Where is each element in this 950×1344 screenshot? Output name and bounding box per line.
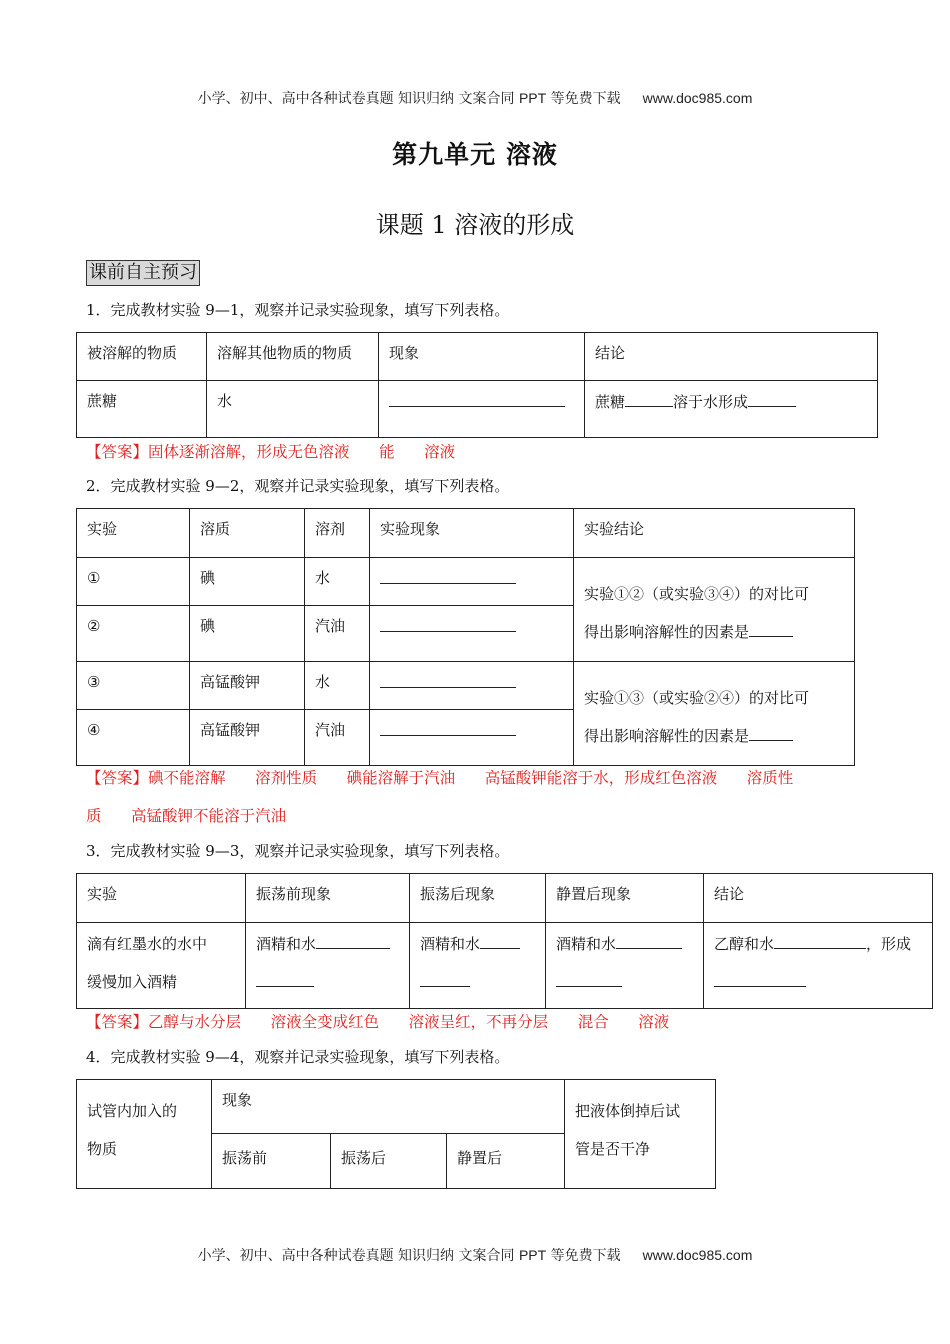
experiment-line: 缓慢加入酒精: [87, 973, 178, 991]
banner-text: 小学、初中、高中各种试卷真题 知识归纳 文案合同: [197, 1248, 519, 1264]
blank[interactable]: [256, 971, 314, 987]
clean-header-cell: [565, 1080, 716, 1189]
table-row: [77, 558, 855, 606]
table-row: [77, 381, 878, 438]
cell-text: 酒精和水: [420, 935, 481, 953]
table-header-row: [77, 509, 855, 558]
q4-table: [76, 1079, 716, 1189]
q3-prompt: 3．完成教材实验 9—3，观察并记录实验现象，填写下列表格。: [86, 842, 510, 860]
solvent-cell: 水: [207, 381, 379, 438]
exp-cell: ①: [77, 558, 190, 606]
phenomenon-header-cell: 现象: [212, 1080, 565, 1134]
blank[interactable]: [625, 391, 673, 407]
experiment-cell: [77, 923, 246, 1009]
before-cell: [246, 923, 410, 1009]
blank[interactable]: [616, 933, 682, 949]
blank[interactable]: [749, 621, 793, 637]
header-line: 试管内加入的: [87, 1102, 178, 1120]
solvent-cell: 汽油: [305, 710, 370, 766]
solvent-cell: 水: [305, 558, 370, 606]
conclusion-text: 蔗糖: [595, 393, 626, 411]
solute-cell: 高锰酸钾: [190, 662, 305, 710]
blank[interactable]: [380, 720, 516, 736]
conclusion-line: 实验①③（或实验②④）的对比可: [584, 688, 810, 707]
header-cell: 振荡前现象: [246, 874, 410, 923]
q1-answer: 【答案】固体逐渐溶解，形成无色溶液 能 溶液: [86, 443, 456, 461]
q2-table: [76, 508, 855, 766]
after-cell: [410, 923, 546, 1009]
cell-text: 酒精和水: [556, 935, 617, 953]
banner-text-after: 等免费下载: [546, 91, 621, 107]
banner-ppt: PPT: [518, 90, 547, 106]
conclusion-line: 得出影响溶解性的因素是: [584, 717, 844, 755]
rest-cell: [546, 923, 704, 1009]
table-row: [77, 662, 855, 710]
exp-cell: ④: [77, 710, 190, 766]
phenomenon-blank-cell[interactable]: [370, 662, 574, 710]
header-banner: [0, 88, 950, 108]
subheader-cell: 振荡后: [331, 1134, 447, 1189]
header-cell: 溶质: [190, 509, 305, 558]
phenomenon-blank-cell[interactable]: [370, 558, 574, 606]
blank[interactable]: [480, 933, 520, 949]
header-line: 物质: [87, 1140, 118, 1158]
blank[interactable]: [316, 933, 390, 949]
subheader-cell: 静置后: [447, 1134, 565, 1189]
lesson-title: 课题 1 溶液的形成: [375, 211, 575, 239]
blank[interactable]: [748, 391, 796, 407]
table-row: [77, 923, 933, 1009]
subheader-cell: 振荡前: [212, 1134, 331, 1189]
q1-table: [76, 332, 878, 438]
header-cell: 实验结论: [574, 509, 855, 558]
blank[interactable]: [749, 725, 793, 741]
conclusion-line: 实验①②（或实验③④）的对比可: [584, 584, 810, 603]
header-cell: 溶解其他物质的物质: [207, 333, 379, 381]
section-label: 课前自主预习: [86, 260, 200, 286]
solute-cell: 碘: [190, 558, 305, 606]
solute-cell: 碘: [190, 606, 305, 662]
q2-prompt: 2．完成教材实验 9—2，观察并记录实验现象，填写下列表格。: [86, 477, 510, 495]
banner-url[interactable]: www.doc985.com: [642, 90, 753, 106]
cell-text: 乙醇和水: [714, 935, 775, 953]
q1-prompt: 1．完成教材实验 9—1，观察并记录实验现象，填写下列表格。: [86, 301, 510, 319]
conclusion-cell: [574, 558, 855, 662]
cell-text: ，形成: [866, 935, 912, 953]
conclusion-text: 溶于水形成: [673, 393, 749, 411]
blank[interactable]: [714, 971, 806, 987]
blank[interactable]: [389, 391, 565, 407]
banner-ppt: PPT: [518, 1247, 547, 1263]
exp-cell: ②: [77, 606, 190, 662]
header-cell: 结论: [704, 874, 933, 923]
conclusion-cell: [704, 923, 933, 1009]
conclusion-cell: [585, 381, 878, 438]
header-line: 管是否干净: [575, 1140, 651, 1158]
phenomenon-blank-cell[interactable]: [379, 381, 585, 438]
exp-cell: ③: [77, 662, 190, 710]
solvent-cell: 汽油: [305, 606, 370, 662]
header-cell: 静置后现象: [546, 874, 704, 923]
header-cell: 被溶解的物质: [77, 333, 207, 381]
q3-table: [76, 873, 933, 1009]
table-header-row: [77, 333, 878, 381]
footer-banner: [0, 1245, 950, 1265]
blank[interactable]: [380, 672, 516, 688]
blank[interactable]: [774, 933, 866, 949]
phenomenon-blank-cell[interactable]: [370, 710, 574, 766]
table-header-row: [77, 1080, 716, 1134]
experiment-line: 滴有红墨水的水中: [87, 935, 208, 953]
blank[interactable]: [380, 568, 516, 584]
banner-url[interactable]: www.doc985.com: [642, 1247, 753, 1263]
header-cell: 实验: [77, 509, 190, 558]
blank[interactable]: [556, 971, 622, 987]
blank[interactable]: [380, 616, 516, 632]
blank[interactable]: [420, 971, 470, 987]
unit-title: 第九单元 溶液: [392, 140, 558, 169]
header-cell: 振荡后现象: [410, 874, 546, 923]
solute-cell: 高锰酸钾: [190, 710, 305, 766]
header-cell: 现象: [379, 333, 585, 381]
solvent-cell: 水: [305, 662, 370, 710]
q2-answer-line2: 质 高锰酸钾不能溶于汽油: [86, 807, 287, 825]
header-cell: 结论: [585, 333, 878, 381]
substance-header-cell: [77, 1080, 212, 1189]
banner-text-after: 等免费下载: [546, 1248, 621, 1264]
conclusion-line: 得出影响溶解性的因素是: [584, 613, 844, 651]
phenomenon-blank-cell[interactable]: [370, 606, 574, 662]
header-cell: 实验现象: [370, 509, 574, 558]
banner-text: 小学、初中、高中各种试卷真题 知识归纳 文案合同: [197, 91, 519, 107]
conclusion-cell: [574, 662, 855, 766]
header-cell: 溶剂: [305, 509, 370, 558]
table-header-row: [77, 874, 933, 923]
q4-prompt: 4．完成教材实验 9—4，观察并记录实验现象，填写下列表格。: [86, 1048, 510, 1066]
header-line: 把液体倒掉后试: [575, 1102, 681, 1120]
header-cell: 实验: [77, 874, 246, 923]
cell-text: 酒精和水: [256, 935, 317, 953]
solute-cell: 蔗糖: [77, 381, 207, 438]
q2-answer-line1: 【答案】碘不能溶解 溶剂性质 碘能溶解于汽油 高锰酸钾能溶于水，形成红色溶液 溶质性: [86, 769, 794, 787]
q3-answer: 【答案】乙醇与水分层 溶液全变成红色 溶液呈红，不再分层 混合 溶液: [86, 1013, 670, 1031]
